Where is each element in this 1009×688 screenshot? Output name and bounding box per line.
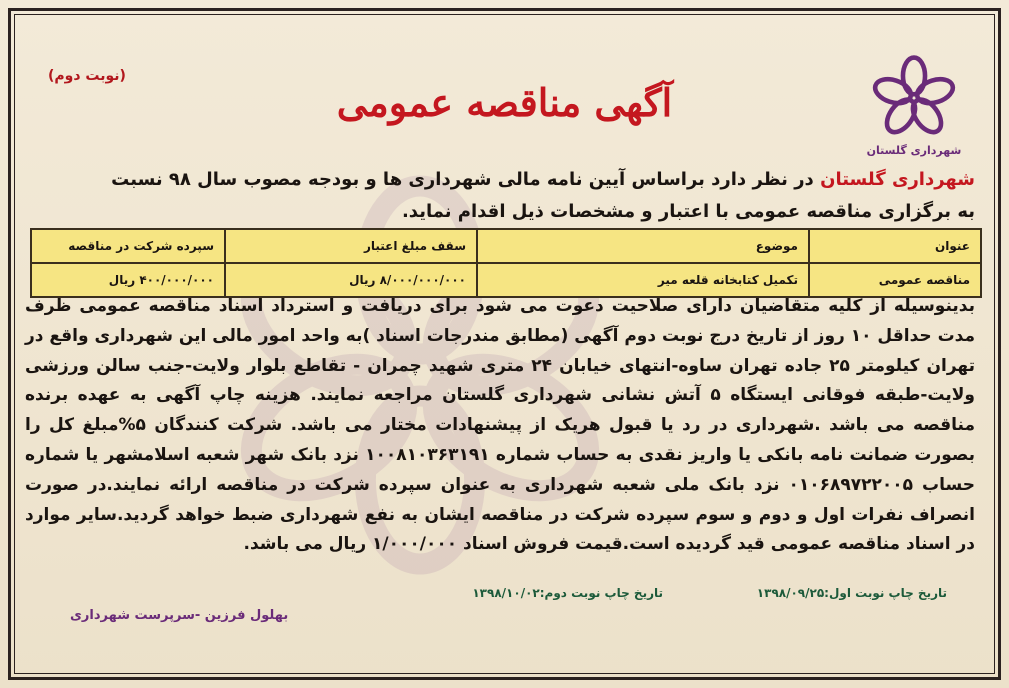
round-label: (نوبت دوم) (48, 68, 126, 84)
table-cell: ۸/۰۰۰/۰۰۰/۰۰۰ ریال (225, 263, 477, 297)
table-header: عنوان (809, 229, 981, 263)
body-paragraph-2: هزینه چاپ آگهی به عهده برنده مناقصه می باشد .شهرداری در رد یا قبول هریک از پیشنهادات مختار می باشد. شرکت کنندگان ۵%مبلغ کل را بصورت ضمانت نامه بانکی یا واریز نقدی به حساب شماره ۱۰۰۸۱۰۳۶۳۱۹۱ نزد بانک شهر شعبه اسلامشهر یا شماره حساب ۰۱۰۶۸۹۷۲۲۰۰۵ نزد بانک ملی شعبه شهرداری به عنوان سپرده شرکت در مناقصه ارائه نمایند.در صورت انصراف نفرات اول و دوم و سوم سپرده شرکت در مناقصه ایشان به نفع شهرداری ضبط خواهد گردید.سایر موارد در اسناد مناقصه عمومی قید گردیده است.قیمت فروش اسناد ۱/۰۰۰/۰۰۰ ریال می باشد. (25, 385, 976, 555)
table-header: سپرده شرکت در مناقصه (31, 229, 225, 263)
municipality-name: شهرداری گلستان (820, 169, 975, 190)
intro-line2: به برگزاری مناقصه عمومی با اعتبار و مشخصات ذیل اقدام نماید. (401, 201, 975, 222)
first-print-date: تاریخ چاپ نوبت اول:۱۳۹۸/۰۹/۲۵ (756, 586, 947, 600)
intro-paragraph (27, 164, 975, 228)
table-cell: ۴۰۰/۰۰۰/۰۰۰ ریال (31, 263, 225, 297)
table-header-row (31, 229, 981, 263)
print-dates (0, 586, 1009, 610)
logo-text: شهرداری گلستان (866, 144, 962, 157)
body-text (25, 292, 975, 560)
intro-line1: در نظر دارد براساس آیین نامه مالی شهرداری ها و بودجه مصوب سال ۹۸ نسبت (111, 169, 814, 190)
table-header: سقف مبلغ اعتبار (225, 229, 477, 263)
second-print-date: تاریخ چاپ نوبت دوم:۱۳۹۸/۱۰/۰۲ (472, 586, 663, 600)
page-title: آگهی مناقصه عمومی (336, 80, 673, 125)
signature: بهلول فرزین -سرپرست شهرداری (70, 608, 289, 623)
table-header: موضوع (477, 229, 809, 263)
body-paragraph-1: بدینوسیله از کلیه متقاضیان دارای صلاحیت دعوت می شود برای دریافت و استرداد اسناد مناقصه عمومی ظرف مدت حداقل ۱۰ روز از تاریخ درج نوبت دوم آگهی (مطابق مندرجات اسناد )به واحد امور مالی این شهرداری واقع در تهران کیلومتر ۲۵ جاده تهران ساوه-انتهای خیابان ۲۴ متری شهید چمران - تقاطع بلوار ولایت-جنب سالن ورزشی ولایت-طبقه فوقانی ایستگاه ۵ آتش نشانی شهرداری گلستان مراجعه نمایند. (25, 296, 975, 406)
tender-table (30, 228, 982, 298)
table-cell: مناقصه عمومی (809, 263, 981, 297)
table-cell: تکمیل کتابخانه قلعه میر (477, 263, 809, 297)
